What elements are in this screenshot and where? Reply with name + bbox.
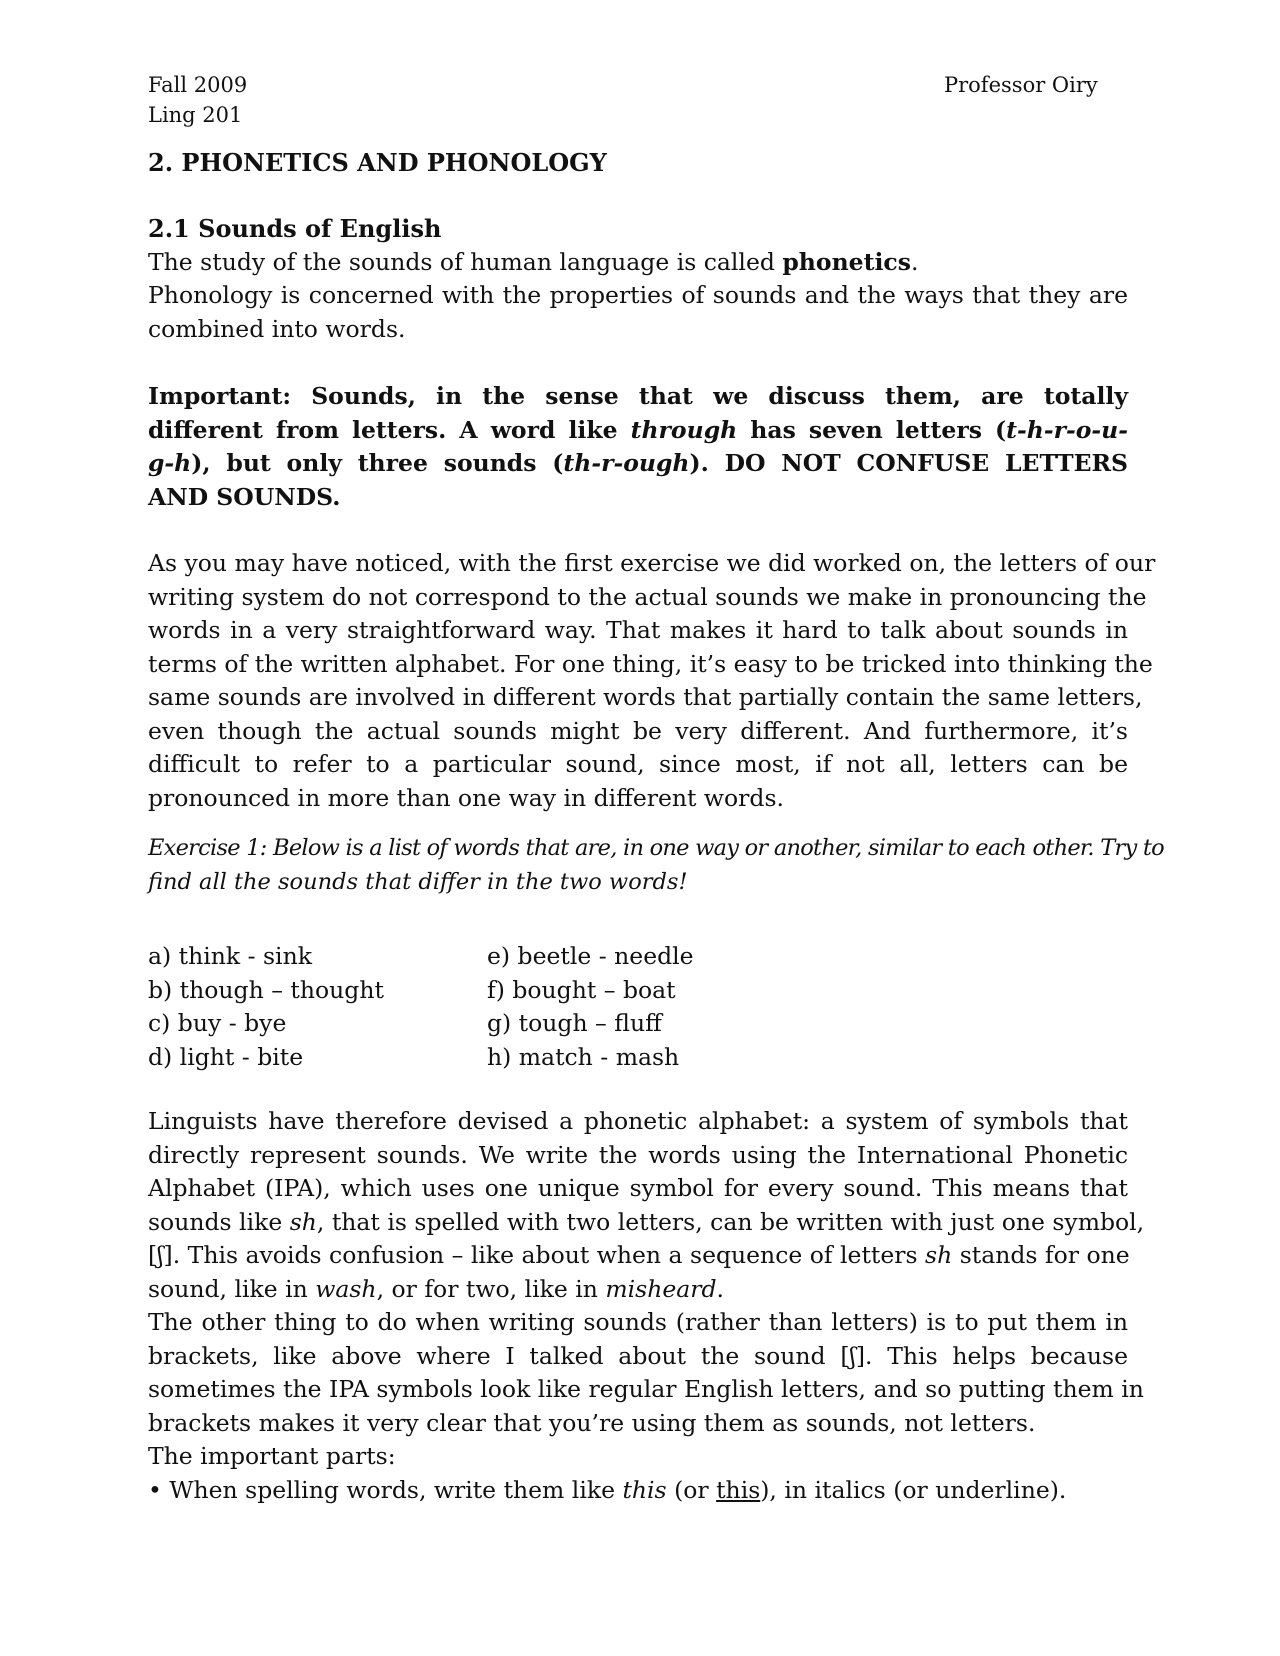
chapter-title: 2. PHONETICS AND PHONOLOGY [148, 148, 607, 177]
word-pair: h) match - mash [487, 1042, 680, 1071]
paragraph-line: terms of the written alphabet. For one thing, it’s easy to be tricked into thinking the [148, 649, 1153, 678]
important-parts [148, 1440, 1128, 1507]
paragraph-line: brackets, like above where I talked about the sound [ʃ]. This helps because [148, 1341, 1128, 1370]
exercise-instructions [148, 832, 1164, 899]
paragraph-brackets [148, 1306, 1144, 1440]
intro-section [148, 212, 1128, 279]
word-pair-row [148, 974, 848, 1008]
word-pair: d) light - bite [148, 1042, 304, 1071]
paragraph-line: Linguists have therefore devised a phonetic alphabet: a system of symbols that [148, 1107, 1128, 1135]
semester-label: Fall 2009 [148, 73, 248, 97]
paragraph-letters-vs-sounds [148, 547, 1156, 815]
important-line: different from letters. A word like through has seven letters (t-h-r-o-u- [148, 415, 1128, 444]
important-line: Important: Sounds, in the sense that we discuss them, are totally [148, 382, 1128, 410]
paragraph-line: As you may have noticed, with the first exercise we did worked on, the letters of our [148, 549, 1156, 577]
important-parts-label: The important parts: [148, 1442, 396, 1470]
intro-line-phonetics: The study of the sounds of human language is called phonetics. [148, 247, 919, 276]
paragraph-line: difficult to refer to a particular sound, since most, if not all, letters can be [148, 750, 1128, 778]
paragraph-line: sounds like sh, that is spelled with two letters, can be written with just one symbol, [148, 1207, 1145, 1236]
paragraph-line: sometimes the IPA symbols look like regular English letters, and so putting them in [148, 1375, 1144, 1403]
word-pair: f) bought – boat [487, 975, 676, 1004]
bullet-item: • When spelling words, write them like this (or this), in italics (or underline). [148, 1475, 1067, 1504]
word-pair: c) buy - bye [148, 1009, 287, 1037]
example-underline: this [716, 1475, 761, 1504]
exercise-line: find all the sounds that differ in the two words! [148, 868, 688, 895]
paragraph-line: brackets makes it very clear that you’re using them as sounds, not letters. [148, 1408, 1036, 1437]
word-pair-row [148, 1041, 848, 1075]
word-pair: b) though – thought [148, 975, 384, 1004]
paragraph-line: Phonology is concerned with the properties of sounds and the ways that they are [148, 281, 1128, 309]
exercise-line: Exercise 1: Below is a list of words that are, in one way or another, similar to each other. Try to [148, 835, 1164, 861]
paragraph-line: combined into words. [148, 314, 406, 343]
course-label: Ling 201 [148, 103, 243, 127]
word-pair-row [148, 940, 848, 974]
paragraph-line: even though the actual sounds might be very different. And furthermore, it’s [148, 716, 1128, 745]
paragraph-line: sound, like in wash, or for two, like in misheard. [148, 1274, 725, 1303]
word-pair: a) think - sink [148, 942, 312, 970]
important-line: AND SOUNDS. [148, 482, 341, 511]
word-pair-row [148, 1007, 848, 1041]
section-title: 2.1 Sounds of English [148, 214, 442, 243]
word-pair: g) tough – fluff [487, 1009, 662, 1037]
paragraph-line: The other thing to do when writing sounds (rather than letters) is to put them in [148, 1308, 1128, 1336]
exercise-word-pairs [148, 940, 848, 1074]
phonology-paragraph [148, 279, 1128, 346]
paragraph-line: words in a very straightforward way. That makes it hard to talk about sounds in [148, 616, 1128, 644]
paragraph-line: directly represent sounds. We write the words using the International Phonetic [148, 1140, 1128, 1169]
paragraph-line: same sounds are involved in different words that partially contain the same letters, [148, 683, 1143, 711]
term-phonetics: phonetics [782, 247, 911, 276]
example-italic: this [622, 1475, 667, 1504]
paragraph-line: writing system do not correspond to the actual sounds we make in pronouncing the [148, 582, 1147, 611]
paragraph-ipa [148, 1105, 1145, 1306]
paragraph-line: pronounced in more than one way in different words. [148, 783, 784, 812]
professor-label: Professor Oiry [944, 73, 1098, 97]
important-line: g-h), but only three sounds (th-r-ough). DO NOT CONFUSE LETTERS [148, 449, 1128, 477]
important-note [148, 380, 1128, 514]
paragraph-line: [ʃ]. This avoids confusion – like about when a sequence of letters sh stands for one [148, 1241, 1130, 1269]
paragraph-line: Alphabet (IPA), which uses one unique symbol for every sound. This means that [148, 1174, 1128, 1202]
word-pair: e) beetle - needle [487, 942, 694, 970]
